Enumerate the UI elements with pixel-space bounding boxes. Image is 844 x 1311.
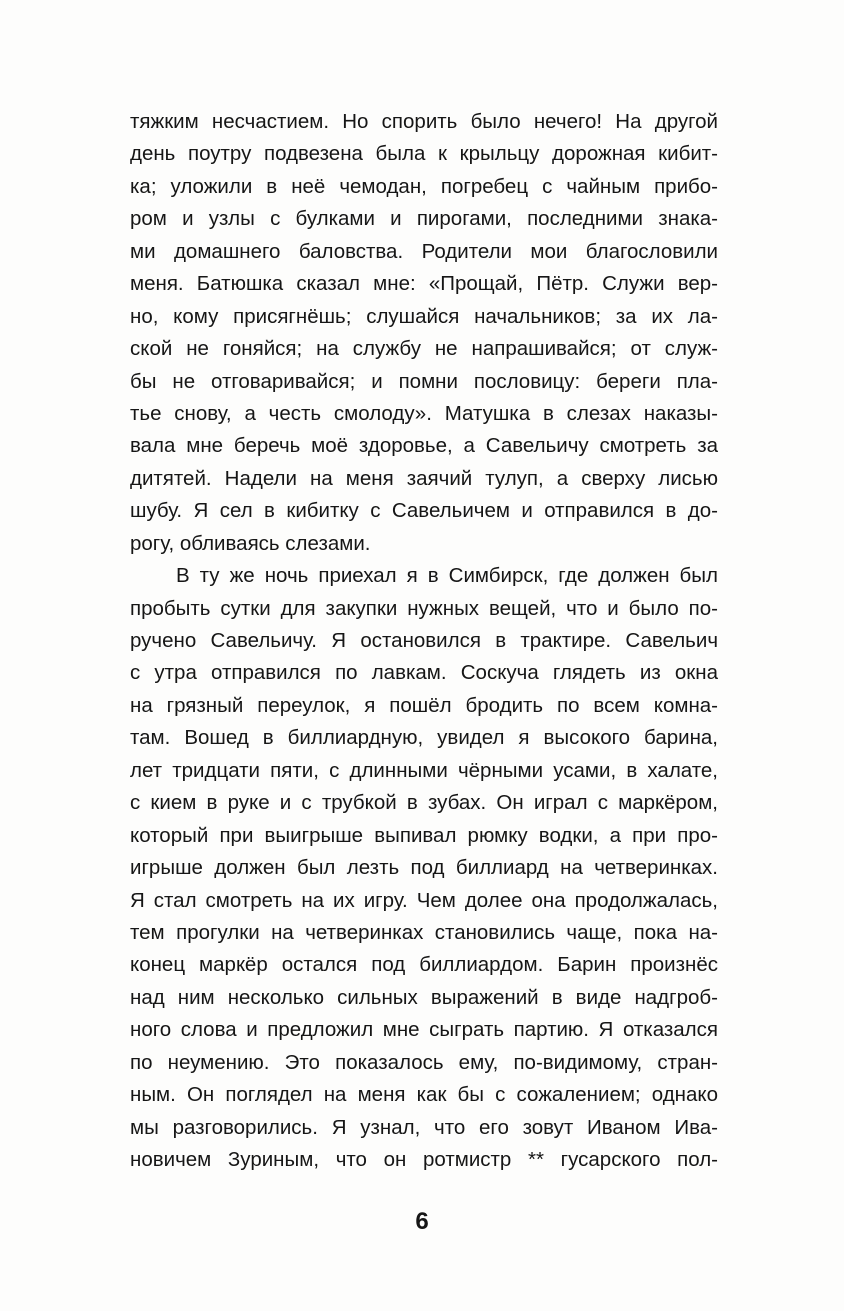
text-line: меня. Батюшка сказал мне: «Прощай, Пётр. Служи вер-	[130, 272, 718, 296]
text-line: там. Вошед в биллиардную, увидел я высокого барина,	[130, 726, 718, 750]
text-line: ром и узлы с булками и пирогами, последними знака-	[130, 207, 718, 231]
page-number: 6	[415, 1208, 429, 1235]
text-line: ми домашнего баловства. Родители мои благословили	[130, 239, 718, 263]
text-line: Я стал смотреть на их игру. Чем долее она продолжалась,	[130, 888, 718, 912]
text-line: с утра отправился по лавкам. Соскуча глядеть из окна	[130, 661, 718, 685]
text-line: ручено Савельичу. Я остановился в трактире. Савельич	[130, 629, 718, 652]
text-line: с кием в руке и с трубкой в зубах. Он играл с маркёром,	[130, 791, 718, 815]
paragraph	[130, 560, 718, 1176]
text-line: игрыше должен был лезть под биллиард на четверинках.	[130, 856, 718, 880]
text-line: тье снову, а честь смолоду». Матушка в слезах наказы-	[130, 401, 718, 425]
text-line: бы не отговаривайся; и помни пословицу: береги пла-	[130, 369, 718, 393]
text-line: новичем Зуриным, что он ротмистр ** гусарского пол-	[130, 1148, 718, 1171]
text-line: по неумению. Это показалось ему, по-видимому, стран-	[130, 1050, 718, 1074]
text-line: ным. Он поглядел на меня как бы с сожалением; однако	[130, 1083, 718, 1107]
text-line: который при выигрыше выпивал рюмку водки, а при про-	[130, 823, 718, 847]
text-line: лет тридцати пяти, с длинными чёрными усами, в халате,	[130, 758, 718, 782]
text-line: ка; уложили в неё чемодан, погребец с чайным прибо-	[130, 174, 718, 198]
paragraph	[130, 106, 718, 560]
text-line: тем прогулки на четверинках становились чаще, пока на-	[130, 920, 718, 944]
text-line: ного слова и предложил мне сыграть партию. Я отказался	[130, 1018, 718, 1042]
text-line: ской не гоняйся; на службу не напрашивайся; от служ-	[130, 337, 718, 361]
text-line: дитятей. Надели на меня заячий тулуп, а сверху лисью	[130, 466, 718, 490]
text-line: конец маркёр остался под биллиардом. Барин произнёс	[130, 953, 718, 977]
text-line: рогу, обливаясь слезами.	[130, 531, 371, 555]
text-line: тяжким несчастием. Но спорить было нечего! На другой	[130, 110, 718, 133]
text-line: пробыть сутки для закупки нужных вещей, что и было по-	[130, 596, 718, 620]
text-line: В ту же ночь приехал я в Симбирск, где должен был	[176, 564, 718, 588]
text-line: день поутру подвезена была к крыльцу дорожная кибит-	[130, 142, 718, 166]
text-line: но, кому присягнёшь; слушайся начальников; за их ла-	[130, 304, 718, 328]
text-line: вала мне беречь моё здоровье, а Савельичу смотреть за	[130, 434, 718, 458]
text-line: шубу. Я сел в кибитку с Савельичем и отправился в до-	[130, 499, 718, 523]
text-line: мы разговорились. Я узнал, что его зовут Иваном Ива-	[130, 1115, 718, 1139]
page-body	[130, 106, 718, 1176]
text-line: над ним несколько сильных выражений в виде надгроб-	[130, 985, 718, 1009]
text-line: на грязный переулок, я пошёл бродить по всем комна-	[130, 693, 718, 717]
